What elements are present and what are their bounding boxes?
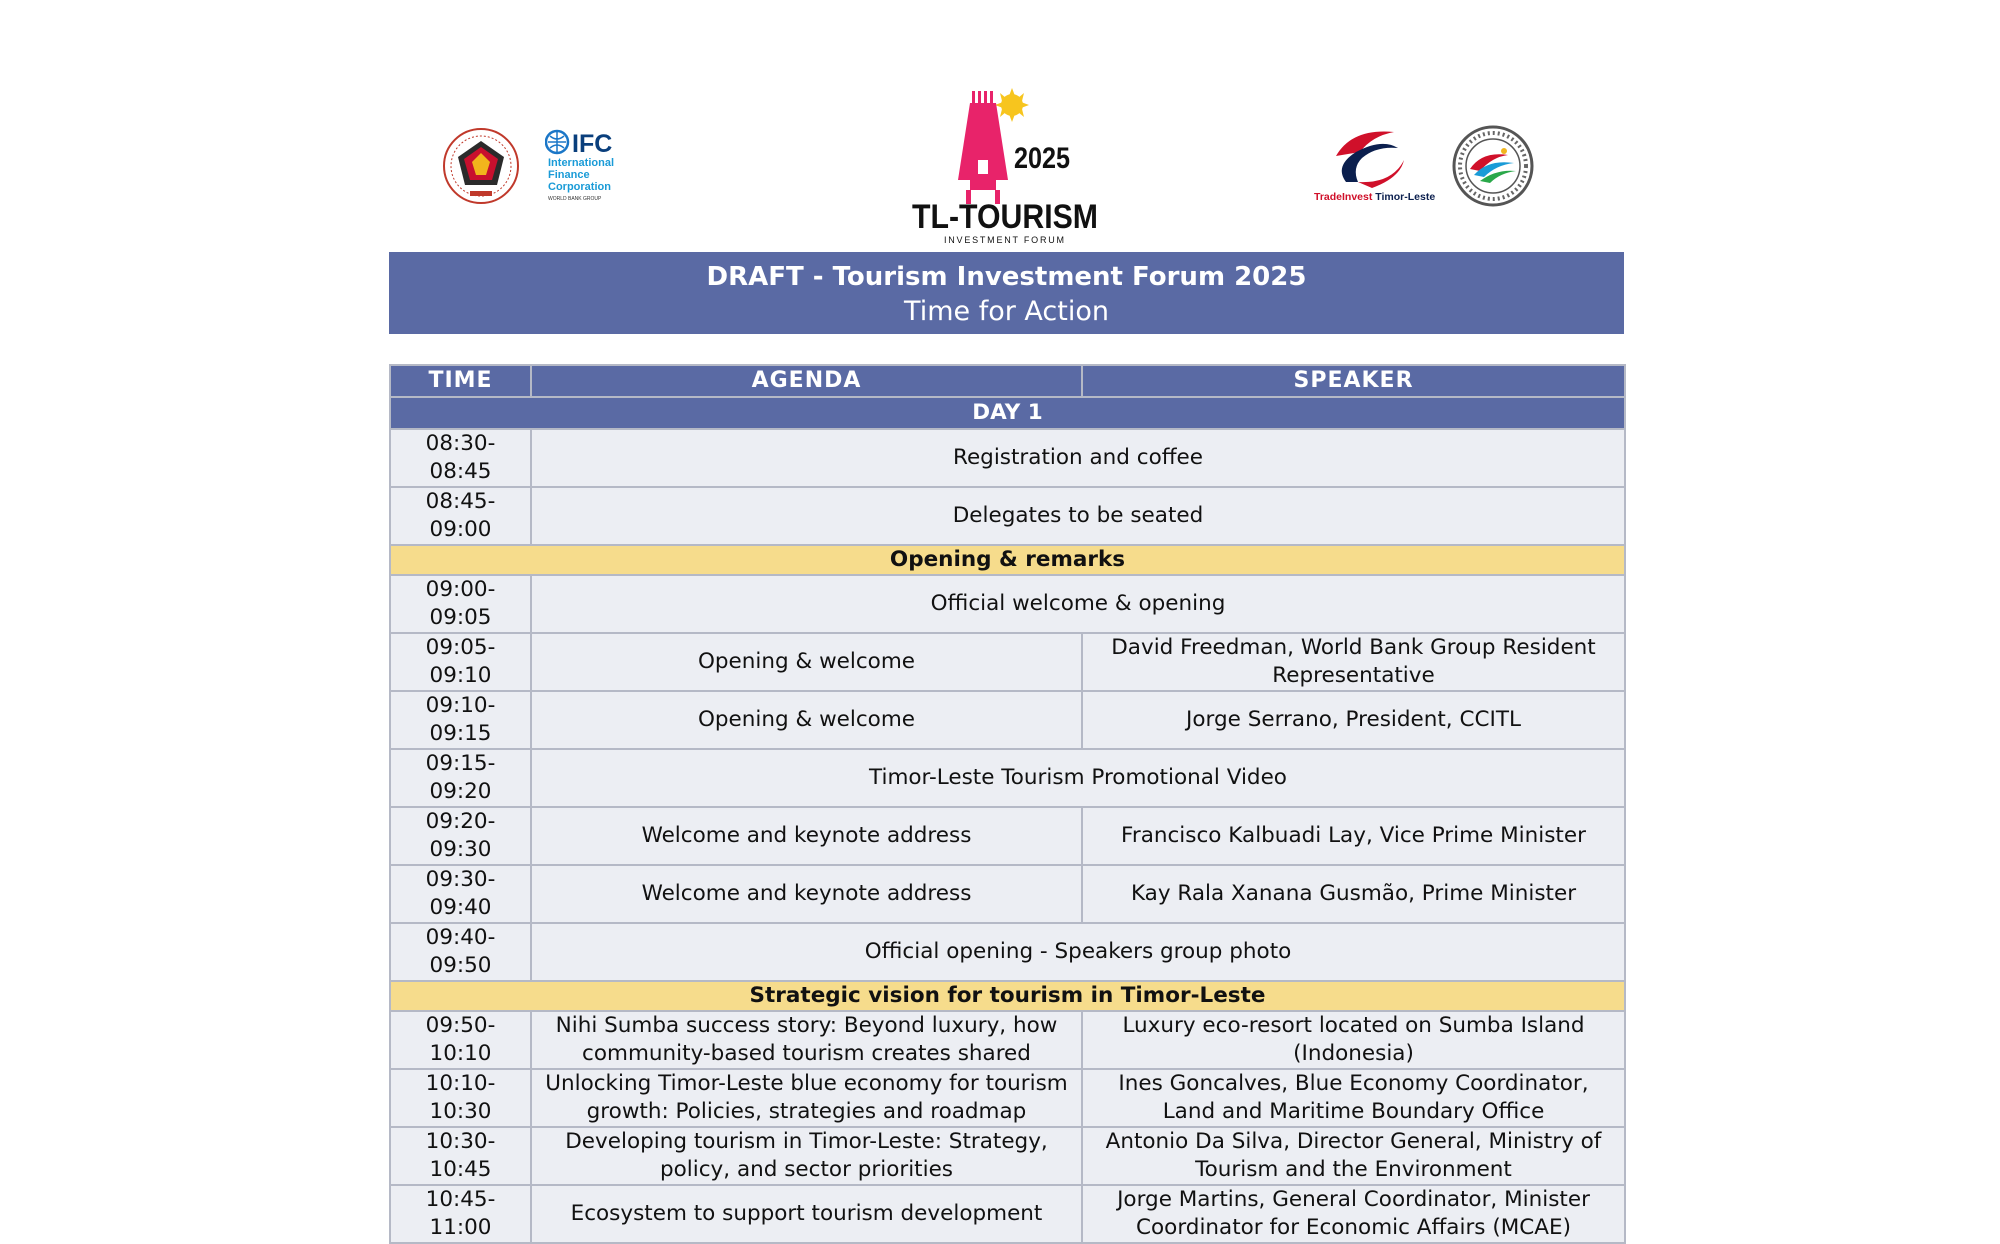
svg-text:INVESTMENT FORUM: INVESTMENT FORUM — [944, 235, 1064, 245]
agenda-cell: Opening & welcome — [531, 691, 1082, 749]
speaker-cell: Ines Goncalves, Blue Economy Coordinator, Land and Maritime Boundary Office — [1082, 1069, 1625, 1127]
government-seal-logo — [442, 127, 520, 205]
time-cell: 08:30-08:45 — [390, 429, 531, 487]
chamber-of-commerce-seal-logo — [1452, 125, 1534, 207]
agenda-cell: Official welcome & opening — [531, 575, 1625, 633]
agenda-cell: Official opening - Speakers group photo — [531, 923, 1625, 981]
time-cell: 10:45-11:00 — [390, 1185, 531, 1243]
document-subtitle: Time for Action — [904, 296, 1109, 327]
svg-text:2025: 2025 — [1014, 142, 1070, 175]
agenda-cell: Unlocking Timor-Leste blue economy for tourism growth: Policies, strategies and roadmap — [531, 1069, 1082, 1127]
speaker-cell: Kay Rala Xanana Gusmão, Prime Minister — [1082, 865, 1625, 923]
agenda-cell: Registration and coffee — [531, 429, 1625, 487]
agenda-row — [390, 575, 1625, 633]
svg-text:Corporation: Corporation — [548, 181, 611, 193]
speaker-cell: Luxury eco-resort located on Sumba Island (Indonesia) — [1082, 1011, 1625, 1069]
agenda-cell: Welcome and keynote address — [531, 807, 1082, 865]
section-row — [390, 545, 1625, 575]
time-cell: 10:30-10:45 — [390, 1127, 531, 1185]
section-row — [390, 981, 1625, 1011]
agenda-row — [390, 691, 1625, 749]
day-row — [390, 397, 1625, 429]
agenda-row — [390, 865, 1625, 923]
agenda-row — [390, 749, 1625, 807]
agenda-cell: Nihi Sumba success story: Beyond luxury, how community-based tourism creates shared — [531, 1011, 1082, 1069]
document-title: DRAFT - Tourism Investment Forum 2025 — [706, 262, 1307, 292]
agenda-row — [390, 1011, 1625, 1069]
agenda-row — [390, 633, 1625, 691]
agenda-cell: Opening & welcome — [531, 633, 1082, 691]
agenda-cell: Delegates to be seated — [531, 487, 1625, 545]
svg-text:Finance: Finance — [548, 169, 590, 181]
speaker-cell: Jorge Serrano, President, CCITL — [1082, 691, 1625, 749]
speaker-cell: Francisco Kalbuadi Lay, Vice Prime Minister — [1082, 807, 1625, 865]
ifc-logo — [545, 128, 640, 204]
tl-tourism-forum-logo — [900, 88, 1110, 246]
title-banner — [389, 252, 1624, 334]
tradeinvest-logo — [1312, 126, 1438, 204]
time-cell: 09:20-09:30 — [390, 807, 531, 865]
time-cell: 10:10-10:30 — [390, 1069, 531, 1127]
agenda-row — [390, 429, 1625, 487]
svg-text:IFC: IFC — [572, 130, 613, 158]
svg-text:TradeInvest Timor-Leste: TradeInvest Timor-Leste — [1314, 191, 1436, 203]
section-title: Strategic vision for tourism in Timor-Leste — [390, 981, 1625, 1011]
day-label: DAY 1 — [390, 397, 1625, 429]
agenda-row — [390, 487, 1625, 545]
agenda-row — [390, 1185, 1625, 1243]
time-cell: 09:10-09:15 — [390, 691, 531, 749]
time-column-header: TIME — [390, 365, 531, 397]
agenda-row — [390, 923, 1625, 981]
agenda-cell: Developing tourism in Timor-Leste: Strategy, policy, and sector priorities — [531, 1127, 1082, 1185]
agenda-row — [390, 1069, 1625, 1127]
speaker-column-header: SPEAKER — [1082, 365, 1625, 397]
speaker-cell: Antonio Da Silva, Director General, Ministry of Tourism and the Environment — [1082, 1127, 1625, 1185]
agenda-cell: Ecosystem to support tourism development — [531, 1185, 1082, 1243]
speaker-cell: David Freedman, World Bank Group Resident Representative — [1082, 633, 1625, 691]
time-cell: 09:30-09:40 — [390, 865, 531, 923]
time-cell: 09:40-09:50 — [390, 923, 531, 981]
agenda-column-header: AGENDA — [531, 365, 1082, 397]
header-row — [390, 365, 1625, 397]
agenda-row — [390, 1127, 1625, 1185]
time-cell: 09:15-09:20 — [390, 749, 531, 807]
agenda-table — [389, 364, 1626, 1244]
time-cell: 09:05-09:10 — [390, 633, 531, 691]
svg-text:International: International — [548, 157, 615, 169]
time-cell: 09:50-10:10 — [390, 1011, 531, 1069]
agenda-cell: Welcome and keynote address — [531, 865, 1082, 923]
section-title: Opening & remarks — [390, 545, 1625, 575]
agenda-row — [390, 807, 1625, 865]
speaker-cell: Jorge Martins, General Coordinator, Minister Coordinator for Economic Affairs (MCAE) — [1082, 1185, 1625, 1243]
time-cell: 09:00-09:05 — [390, 575, 531, 633]
svg-text:TL-TOURISM: TL-TOURISM — [912, 198, 1098, 236]
svg-text:WORLD BANK GROUP: WORLD BANK GROUP — [548, 196, 602, 202]
time-cell: 08:45-09:00 — [390, 487, 531, 545]
agenda-cell: Timor-Leste Tourism Promotional Video — [531, 749, 1625, 807]
